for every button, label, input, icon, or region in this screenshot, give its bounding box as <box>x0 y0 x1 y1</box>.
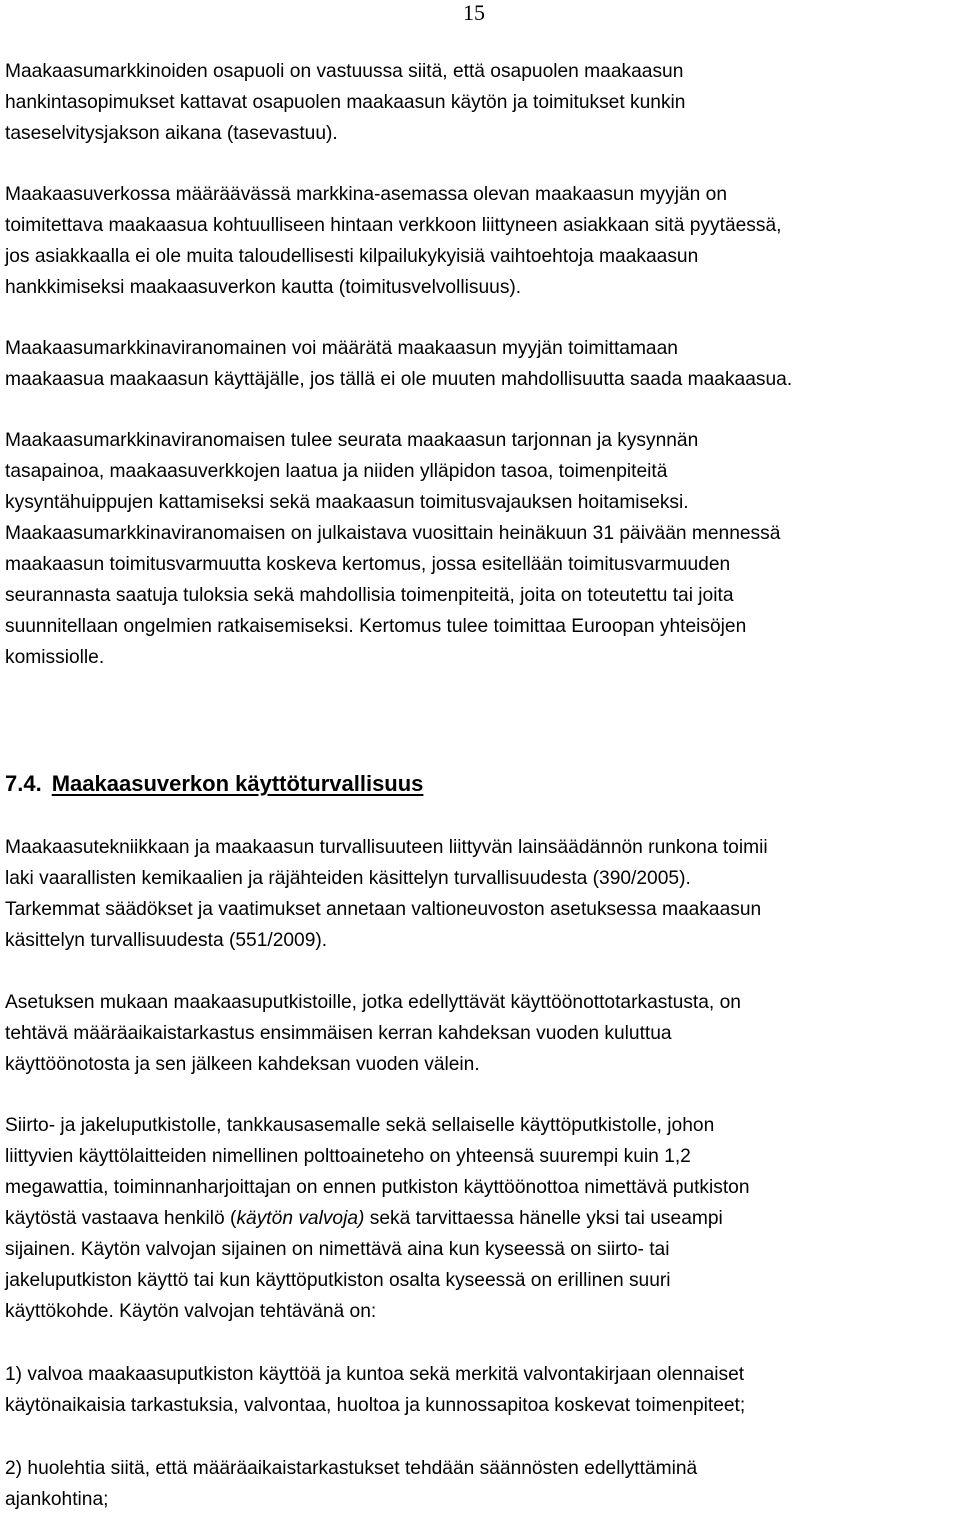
text-line: 2) huolehtia siitä, että määräaikaistarkastukset tehdään säännösten edellyttäminä <box>5 1458 698 1479</box>
text-segment: käytöstä vastaava henkilö ( <box>5 1208 237 1229</box>
section-heading <box>5 767 423 801</box>
paragraph-toimitusvelvollisuus <box>5 179 953 303</box>
text-line: jakeluputkiston käyttö tai kun käyttöputkiston osalta kyseessä on erillinen suuri <box>5 1270 671 1291</box>
text-line: kysyntähuippujen kattamiseksi sekä maakaasun toimitusvajauksen hoitamiseksi. <box>5 492 689 513</box>
text-line: komissiolle. <box>5 647 105 668</box>
list-item-2 <box>5 1453 953 1515</box>
paragraph-maaraaikaistarkastus <box>5 987 953 1080</box>
text-line: tehtävä määräaikaistarkastus ensimmäisen kerran kahdeksan vuoden kuluttua <box>5 1023 672 1044</box>
paragraph-viranomainen-seuranta <box>5 425 953 673</box>
text-line: taseselvitysjakson aikana (tasevastuu). <box>5 123 338 144</box>
text-line: Siirto- ja jakeluputkistolle, tankkausasemalle sekä sellaiselle käyttöputkistolle, johon <box>5 1115 715 1136</box>
text-line: käsittelyn turvallisuudesta (551/2009). <box>5 930 328 951</box>
text-line: liittyvien käyttölaitteiden nimellinen polttoaineteho on yhteensä suurempi kuin 1,2 <box>5 1146 691 1167</box>
text-line <box>5 1203 953 1234</box>
text-line: tasapainoa, maakaasuverkkojen laatua ja niiden ylläpidon tasoa, toimenpiteitä <box>5 461 668 482</box>
text-segment: sekä tarvittaessa hänelle yksi tai useampi <box>364 1208 723 1229</box>
text-line: sijainen. Käytön valvojan sijainen on nimettävä aina kun kyseessä on siirto- tai <box>5 1239 670 1260</box>
page-number: 15 <box>463 0 485 25</box>
text-line: maakaasun toimitusvarmuutta koskeva kertomus, jossa esitellään toimitusvarmuuden <box>5 554 731 575</box>
text-line: hankkimiseksi maakaasuverkon kautta (toimitusvelvollisuus). <box>5 277 522 298</box>
text-line: Maakaasutekniikkaan ja maakaasun turvallisuuteen liittyvän lainsäädännön runkona toimii <box>5 837 768 858</box>
text-line: Maakaasumarkkinaviranomaisen on julkaistava vuosittain heinäkuun 31 päivään mennessä <box>5 523 781 544</box>
text-line: megawattia, toiminnanharjoittajan on ennen putkiston käyttöönottoa nimettävä putkiston <box>5 1177 750 1198</box>
text-line: Asetuksen mukaan maakaasuputkistoille, jotka edellyttävät käyttöönottotarkastusta, on <box>5 992 741 1013</box>
list-item-1 <box>5 1359 953 1421</box>
text-line: laki vaarallisten kemikaalien ja räjähteiden käsittelyn turvallisuudesta (390/2005). <box>5 868 691 889</box>
text-line: toimitettava maakaasua kohtuulliseen hintaan verkkoon liittyneen asiakkaan sitä pyytäessä, <box>5 215 782 236</box>
paragraph-lainsaadanto <box>5 832 953 956</box>
text-line: suunnitellaan ongelmien ratkaisemiseksi. Kertomus tulee toimittaa Euroopan yhteisöjen <box>5 616 747 637</box>
text-line: seurannasta saatuja tuloksia sekä mahdollisia toimenpiteitä, joita on toteutettu tai joita <box>5 585 734 606</box>
text-line: Maakaasuverkossa määräävässä markkina-asemassa olevan maakaasun myyjän on <box>5 184 728 205</box>
text-line: käyttökohde. Käytön valvojan tehtävänä on: <box>5 1301 377 1322</box>
text-line: Maakaasumarkkinoiden osapuoli on vastuussa siitä, että osapuolen maakaasun <box>5 61 684 82</box>
text-line: Maakaasumarkkinaviranomaisen tulee seurata maakaasun tarjonnan ja kysynnän <box>5 430 699 451</box>
paragraph-kaytonvalvoja <box>5 1110 953 1327</box>
paragraph-viranomainen-maaraa <box>5 333 953 395</box>
text-line: jos asiakkaalla ei ole muita taloudellisesti kilpailukykyisiä vaihtoehtoja maakaasun <box>5 246 699 267</box>
text-line: hankintasopimukset kattavat osapuolen maakaasun käytön ja toimitukset kunkin <box>5 92 686 113</box>
text-line: ajankohtina; <box>5 1489 109 1510</box>
text-line: 1) valvoa maakaasuputkiston käyttöä ja kuntoa sekä merkitä valvontakirjaan olennaiset <box>5 1364 745 1385</box>
text-line: Maakaasumarkkinaviranomainen voi määrätä maakaasun myyjän toimittamaan <box>5 338 678 359</box>
text-line: Tarkemmat säädökset ja vaatimukset annetaan valtioneuvoston asetuksessa maakaasun <box>5 899 762 920</box>
italic-term: käytön valvoja) <box>236 1208 365 1229</box>
paragraph-tasevastuu <box>5 56 953 149</box>
section-number: 7.4. <box>5 771 42 796</box>
section-title: Maakaasuverkon käyttöturvallisuus <box>51 771 424 796</box>
text-line: käyttöönotosta ja sen jälkeen kahdeksan vuoden välein. <box>5 1054 480 1075</box>
text-line: käytönaikaisia tarkastuksia, valvontaa, huoltoa ja kunnossapitoa koskevat toimenpiteet; <box>5 1395 746 1416</box>
text-line: maakaasua maakaasun käyttäjälle, jos tällä ei ole muuten mahdollisuutta saada maakaasua. <box>5 369 793 390</box>
